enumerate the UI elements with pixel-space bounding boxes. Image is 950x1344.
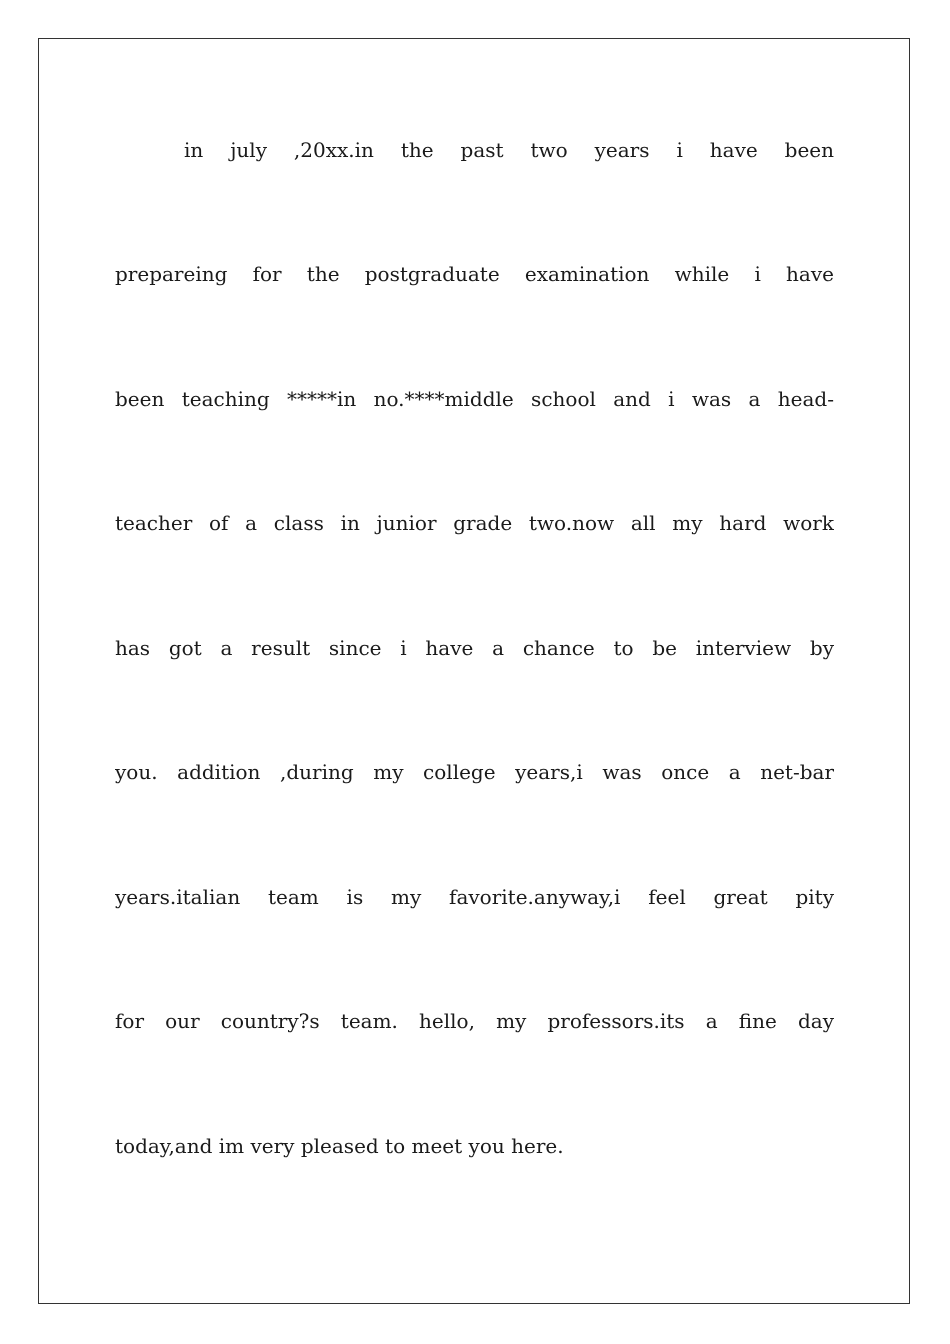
paragraph-line-2: prepareing for the postgraduate examination while i have: [115, 262, 834, 286]
paragraph-line-7: years.italian team is my favorite.anyway,i feel great pity: [115, 885, 834, 909]
page-frame: [38, 38, 910, 1304]
paragraph-line-4: teacher of a class in junior grade two.now all my hard work: [115, 511, 834, 535]
paragraph-line-9: today,and im very pleased to meet you here.: [115, 1134, 564, 1158]
paragraph-line-5: has got a result since i have a chance to be interview by: [115, 636, 834, 660]
paragraph-line-6: you. addition ,during my college years,i was once a net-bar: [115, 760, 834, 784]
paragraph-line-3: been teaching *****in no.****middle school and i was a head-: [115, 387, 834, 411]
paragraph-line-1: in july ,20xx.in the past two years i have been: [184, 138, 834, 162]
paragraph-line-8: for our country?s team. hello, my professors.its a fine day: [115, 1009, 834, 1033]
